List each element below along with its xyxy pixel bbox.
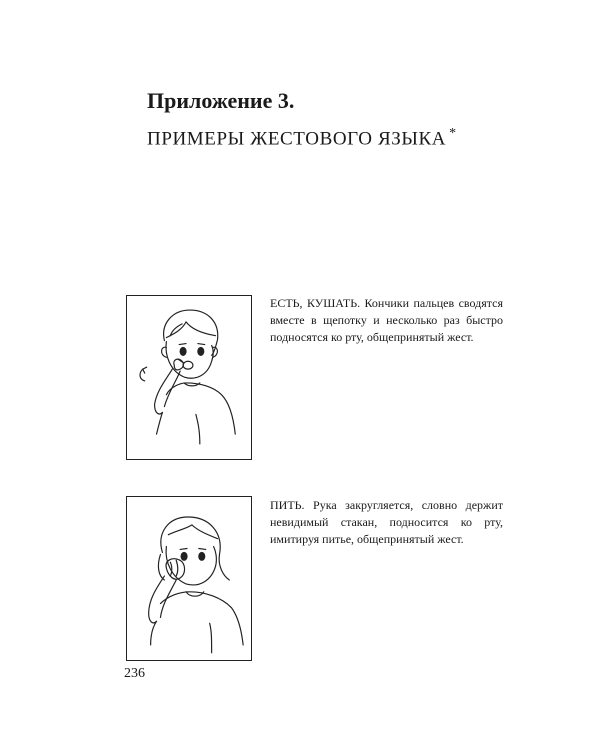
page-number: 236 xyxy=(124,666,145,681)
drink-gesture-drawing xyxy=(127,497,251,660)
illustration-eat xyxy=(126,295,252,460)
entry-eat-description: ЕСТЬ, КУШАТЬ. Кончики пальцев сводятся вместе в щепотку и несколько раз быстро подносятся ко рту, общепринятый жест. xyxy=(270,296,503,344)
illustration-drink xyxy=(126,496,252,661)
section-subtitle xyxy=(147,126,457,150)
entry-drink-description: ПИТЬ. Рука закругляется, словно держит невидимый стакан, подносится ко рту, имитируя питье, общепринятый жест. xyxy=(270,498,503,546)
appendix-title: Приложение 3. xyxy=(147,88,295,113)
subtitle-text: ПРИМЕРЫ ЖЕСТОВОГО ЯЗЫКА xyxy=(147,128,447,150)
eat-gesture-drawing xyxy=(127,296,251,459)
footnote-mark: * xyxy=(449,126,457,141)
